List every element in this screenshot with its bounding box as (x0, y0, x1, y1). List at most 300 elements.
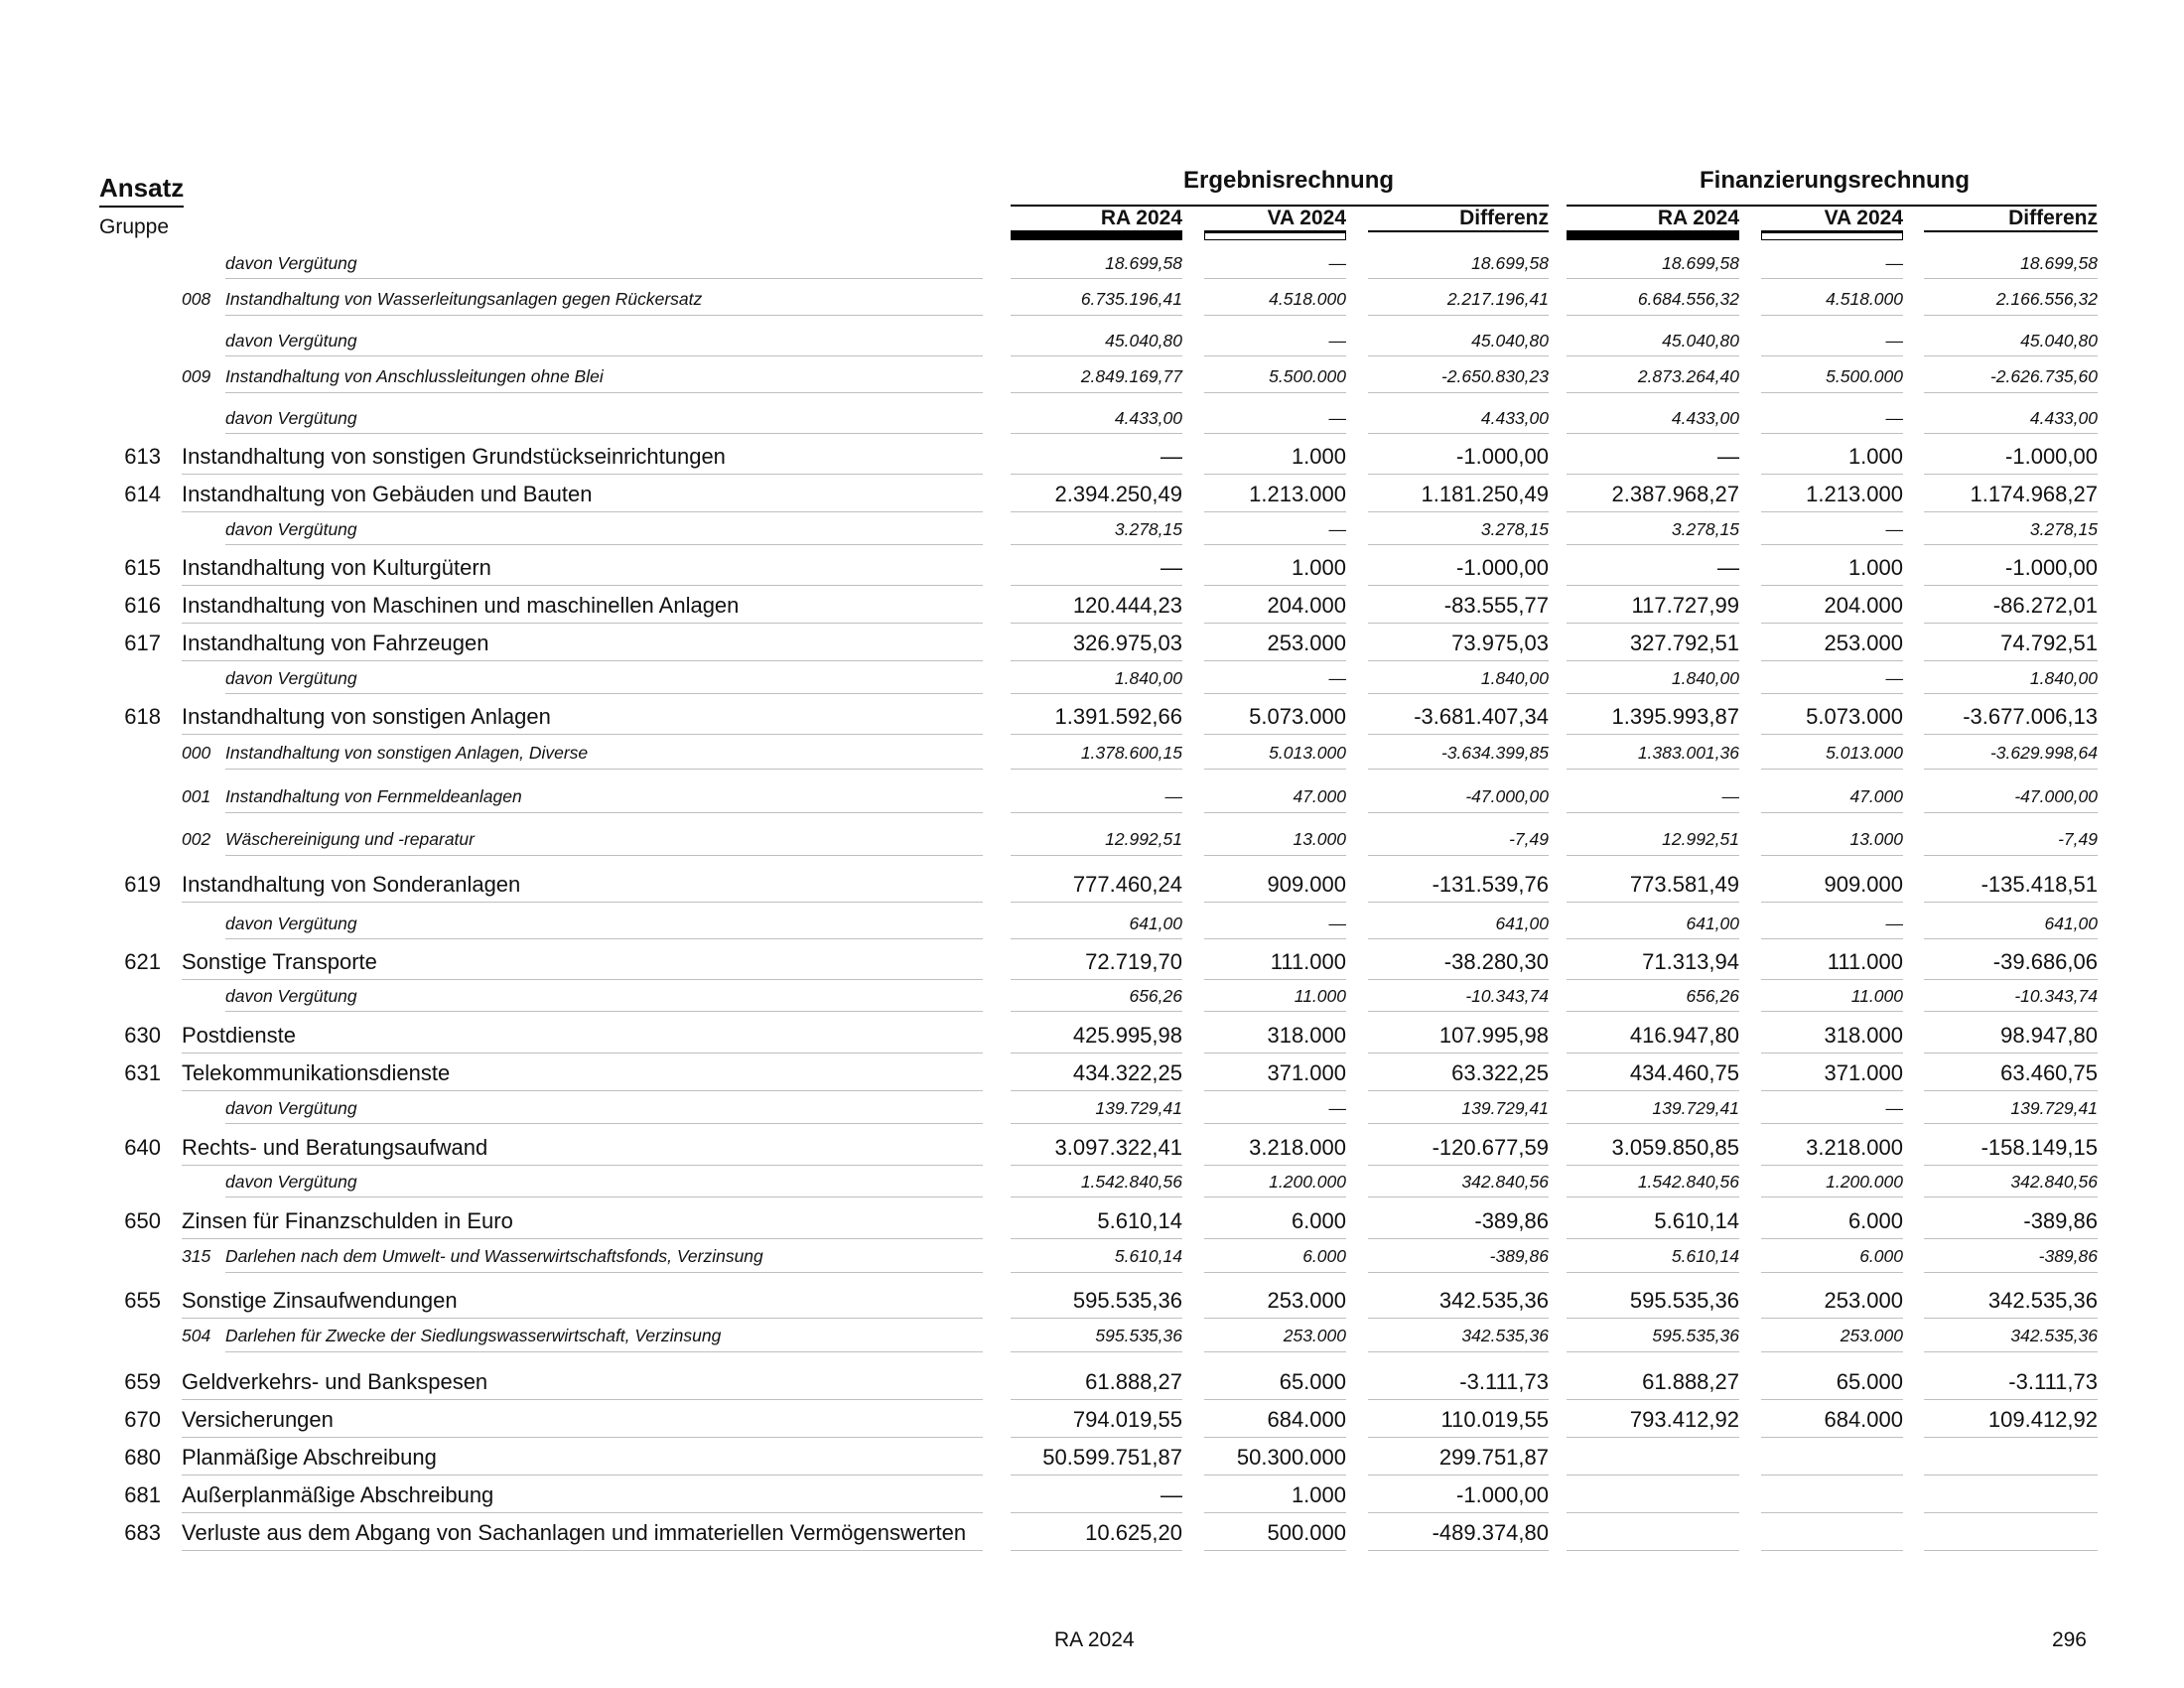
cell-underline (1761, 1123, 1903, 1124)
table-row (0, 1444, 2184, 1476)
row-underline (182, 1238, 983, 1239)
value-cell: 6.684.556,32 (1637, 289, 1739, 309)
value-cell: 595.535,36 (1629, 1288, 1739, 1313)
value-cell: 2.394.250,49 (1054, 482, 1182, 506)
cell-underline (1924, 1090, 2098, 1091)
section-title-ergebnisrechnung: Ergebnisrechnung (1182, 167, 1395, 194)
cell-underline (1011, 693, 1182, 694)
value-cell: 1.840,00 (1114, 668, 1182, 688)
value-cell: 416.947,80 (1629, 1023, 1739, 1048)
cell-underline (1924, 1238, 2098, 1239)
table-row (0, 703, 2184, 735)
value-cell: 318.000 (1267, 1023, 1346, 1048)
row-label: Instandhaltung von Anschlussleitungen ohne Blei (225, 366, 604, 386)
ansatz-code: 670 (124, 1407, 161, 1432)
cell-underline (1924, 1318, 2098, 1319)
row-label: davon Vergütung (225, 1098, 357, 1118)
cell-underline (1761, 355, 1903, 356)
ansatz-code: 659 (124, 1369, 161, 1394)
cell-underline (1204, 278, 1346, 279)
row-label: Versicherungen (182, 1407, 334, 1432)
value-cell: 1.000 (1291, 1482, 1346, 1507)
column-header-ergebnis-va: VA 2024 (1267, 207, 1346, 229)
cell-underline (1204, 1011, 1346, 1012)
value-cell: 61.888,27 (1642, 1369, 1739, 1394)
cell-underline (1761, 544, 1903, 545)
row-label: davon Vergütung (225, 331, 357, 351)
davon-row (0, 1096, 2184, 1124)
ansatz-code: 650 (124, 1208, 161, 1233)
row-underline (225, 278, 983, 279)
value-cell: 3.278,15 (1671, 519, 1739, 539)
cell-underline (1761, 1272, 1903, 1273)
value-cell: 2.849.169,77 (1080, 366, 1182, 386)
cell-underline (1761, 812, 1903, 813)
cell-underline (1924, 474, 2098, 475)
cell-underline (1567, 315, 1739, 316)
row-label: Instandhaltung von sonstigen Grundstückseinrichtungen (182, 444, 726, 469)
cell-underline (1761, 1238, 1903, 1239)
cell-underline (1011, 1053, 1182, 1054)
cell-underline (1567, 278, 1739, 279)
value-cell: 793.412,92 (1629, 1407, 1739, 1432)
row-label: Instandhaltung von Fahrzeugen (182, 631, 489, 655)
cell-underline (1567, 1053, 1739, 1054)
row-underline (182, 979, 983, 980)
row-underline (225, 769, 983, 770)
value-cell: 1.395.993,87 (1611, 704, 1739, 729)
cell-underline (1924, 979, 2098, 980)
value-cell: 110.019,55 (1440, 1407, 1549, 1432)
sub-item-row (0, 363, 2184, 393)
cell-underline (1204, 769, 1346, 770)
value-cell: — (1885, 253, 1903, 273)
cell-underline (1011, 392, 1182, 393)
cell-underline (1924, 693, 2098, 694)
cell-underline (1204, 585, 1346, 586)
value-cell: 6.000 (1302, 1246, 1346, 1266)
value-cell: — (1328, 1098, 1346, 1118)
cell-underline (1567, 1318, 1739, 1319)
cell-underline (1567, 1272, 1739, 1273)
cell-underline (1567, 979, 1739, 980)
cell-underline (1204, 979, 1346, 980)
cell-underline (1011, 355, 1182, 356)
value-cell: 253.000 (1267, 1288, 1346, 1313)
row-underline (182, 660, 983, 661)
cell-underline (1368, 1011, 1549, 1012)
value-cell: 342.840,56 (1461, 1172, 1549, 1192)
value-cell: 909.000 (1267, 872, 1346, 897)
cell-underline (1368, 1053, 1549, 1054)
cell-underline (1761, 1550, 1903, 1551)
cell-underline (1924, 1550, 2098, 1551)
cell-underline (1368, 1238, 1549, 1239)
cell-underline (1011, 1437, 1182, 1438)
value-cell: 5.610,14 (1114, 1246, 1182, 1266)
cell-underline (1204, 1165, 1346, 1166)
cell-underline (1924, 1512, 2098, 1513)
row-label: Instandhaltung von sonstigen Anlagen, Diverse (225, 743, 589, 763)
ansatz-code: 001 (182, 786, 211, 806)
row-label: davon Vergütung (225, 914, 357, 933)
value-cell: 65.000 (1279, 1369, 1346, 1394)
cell-underline (1761, 1090, 1903, 1091)
cell-underline (1368, 544, 1549, 545)
value-cell: -135.418,51 (1980, 872, 2098, 897)
table-row (0, 1481, 2184, 1513)
cell-underline (1204, 1053, 1346, 1054)
cell-underline (1761, 734, 1903, 735)
cell-underline (1761, 1437, 1903, 1438)
cell-underline (1011, 544, 1182, 545)
cell-underline (1204, 355, 1346, 356)
cell-underline (1204, 544, 1346, 545)
cell-underline (1011, 1272, 1182, 1273)
cell-underline (1204, 1399, 1346, 1400)
value-cell: 111.000 (1270, 949, 1346, 974)
value-cell: 4.433,00 (2029, 408, 2098, 428)
value-cell: -3.634.399,85 (1440, 743, 1549, 763)
cell-underline (1368, 315, 1549, 316)
cell-underline (1368, 1272, 1549, 1273)
cell-underline (1924, 511, 2098, 512)
value-cell: 65.000 (1836, 1369, 1903, 1394)
davon-row (0, 329, 2184, 356)
value-cell: -47.000,00 (2014, 786, 2098, 806)
cell-underline (1204, 1123, 1346, 1124)
value-cell: 5.013.000 (1269, 743, 1346, 763)
column-header-finanz-ra: RA 2024 (1657, 207, 1739, 229)
davon-row (0, 666, 2184, 694)
value-cell: 5.073.000 (1806, 704, 1903, 729)
davon-row (0, 251, 2184, 279)
value-cell: 318.000 (1824, 1023, 1903, 1048)
cell-underline (1368, 392, 1549, 393)
cell-underline (1761, 902, 1903, 903)
sub-item-row (0, 783, 2184, 813)
cell-underline (1011, 1011, 1182, 1012)
cell-underline (1761, 1475, 1903, 1476)
ansatz-code: 681 (124, 1482, 161, 1507)
value-cell: 139.729,41 (2010, 1098, 2098, 1118)
cell-underline (1011, 938, 1182, 939)
column-header-ergebnis-differenz: Differenz (1459, 207, 1549, 229)
row-label: Sonstige Transporte (182, 949, 377, 974)
value-cell: 5.610,14 (1654, 1208, 1739, 1233)
value-cell: -83.555,77 (1443, 593, 1549, 618)
cell-underline (1011, 1512, 1182, 1513)
sub-item-row (0, 286, 2184, 316)
cell-underline (1204, 392, 1346, 393)
table-row (0, 1368, 2184, 1400)
value-cell: — (1717, 555, 1739, 580)
row-underline (182, 1475, 983, 1476)
row-underline (182, 623, 983, 624)
cell-underline (1761, 855, 1903, 856)
value-cell: 1.840,00 (2029, 668, 2098, 688)
cell-underline (1567, 1512, 1739, 1513)
va-marker-bar (1761, 232, 1903, 240)
va-marker-bar (1204, 232, 1346, 240)
row-underline (182, 1550, 983, 1551)
cell-underline (1011, 474, 1182, 475)
column-rule (1368, 230, 1549, 232)
cell-underline (1924, 1351, 2098, 1352)
cell-underline (1368, 693, 1549, 694)
value-cell: -389,86 (2038, 1246, 2098, 1266)
value-cell: 595.535,36 (1652, 1326, 1739, 1345)
value-cell: — (1717, 444, 1739, 469)
davon-row (0, 1170, 2184, 1197)
cell-underline (1924, 1011, 2098, 1012)
ra-marker-bar (1567, 232, 1739, 240)
row-underline (182, 1512, 983, 1513)
cell-underline (1204, 693, 1346, 694)
ra-marker-bar (1011, 232, 1182, 240)
value-cell: — (1160, 555, 1182, 580)
value-cell: 595.535,36 (1095, 1326, 1182, 1345)
value-cell: 641,00 (1686, 914, 1739, 933)
value-cell: 63.460,75 (2000, 1060, 2098, 1085)
cell-underline (1924, 812, 2098, 813)
row-label: Telekommunikationsdienste (182, 1060, 451, 1085)
value-cell: 342.535,36 (2010, 1326, 2098, 1345)
value-cell: 656,26 (1686, 986, 1739, 1006)
row-underline (182, 585, 983, 586)
value-cell: 773.581,49 (1629, 872, 1739, 897)
cell-underline (1368, 938, 1549, 939)
value-cell: -1.000,00 (2005, 555, 2098, 580)
value-cell: 120.444,23 (1072, 593, 1182, 618)
ansatz-code: 680 (124, 1445, 161, 1470)
column-header-finanz-differenz: Differenz (2008, 207, 2098, 229)
value-cell: -10.343,74 (1465, 986, 1549, 1006)
cell-underline (1011, 660, 1182, 661)
value-cell: -7,49 (2058, 829, 2098, 849)
value-cell: 45.040,80 (1471, 331, 1549, 351)
row-underline (225, 1351, 983, 1352)
ansatz-code: 614 (124, 482, 161, 506)
cell-underline (1924, 585, 2098, 586)
row-label: Instandhaltung von Gebäuden und Bauten (182, 482, 593, 506)
value-cell: 1.213.000 (1249, 482, 1346, 506)
value-cell: 2.387.968,27 (1611, 482, 1739, 506)
cell-underline (1011, 1399, 1182, 1400)
value-cell: -1.000,00 (1456, 555, 1549, 580)
column-header-finanz-va: VA 2024 (1824, 207, 1903, 229)
cell-underline (1011, 734, 1182, 735)
value-cell: -389,86 (1489, 1246, 1549, 1266)
cell-underline (1204, 1318, 1346, 1319)
ansatz-code: 640 (124, 1135, 161, 1160)
value-cell: -389,86 (2023, 1208, 2098, 1233)
value-cell: 2.873.264,40 (1637, 366, 1739, 386)
cell-underline (1204, 812, 1346, 813)
value-cell: 74.792,51 (2000, 631, 2098, 655)
gruppe-heading: Gruppe (99, 215, 170, 238)
cell-underline (1368, 1351, 1549, 1352)
ansatz-code: 683 (124, 1520, 161, 1545)
value-cell: 342.535,36 (1987, 1288, 2098, 1313)
row-label: Planmäßige Abschreibung (182, 1445, 437, 1470)
value-cell: 327.792,51 (1629, 631, 1739, 655)
value-cell: 45.040,80 (2020, 331, 2098, 351)
ansatz-code: 504 (182, 1326, 211, 1345)
row-underline (182, 734, 983, 735)
value-cell: 1.383.001,36 (1637, 743, 1739, 763)
cell-underline (1204, 623, 1346, 624)
cell-underline (1924, 1053, 2098, 1054)
value-cell: 6.735.196,41 (1080, 289, 1182, 309)
value-cell: 5.610,14 (1671, 1246, 1739, 1266)
value-cell: 3.218.000 (1249, 1135, 1346, 1160)
value-cell: — (1328, 519, 1346, 539)
value-cell: 47.000 (1849, 786, 1903, 806)
cell-underline (1567, 1011, 1739, 1012)
value-cell: 61.888,27 (1085, 1369, 1182, 1394)
value-cell: -3.111,73 (2008, 1369, 2098, 1394)
cell-underline (1761, 511, 1903, 512)
cell-underline (1567, 812, 1739, 813)
row-label: Außerplanmäßige Abschreibung (182, 1482, 494, 1507)
value-cell: — (1885, 1098, 1903, 1118)
value-cell: 2.217.196,41 (1446, 289, 1549, 309)
cell-underline (1567, 1165, 1739, 1166)
value-cell: 595.535,36 (1072, 1288, 1182, 1313)
value-cell: 45.040,80 (1105, 331, 1182, 351)
cell-underline (1567, 938, 1739, 939)
cell-underline (1368, 1437, 1549, 1438)
value-cell: -3.681.407,34 (1414, 704, 1549, 729)
cell-underline (1761, 1399, 1903, 1400)
cell-underline (1368, 1512, 1549, 1513)
value-cell: 1.000 (1291, 555, 1346, 580)
value-cell: 4.433,00 (1671, 408, 1739, 428)
ansatz-code: 655 (124, 1288, 161, 1313)
cell-underline (1567, 734, 1739, 735)
cell-underline (1567, 1399, 1739, 1400)
row-label: Instandhaltung von Fernmeldeanlagen (225, 786, 522, 806)
cell-underline (1567, 693, 1739, 694)
value-cell: 1.000 (1291, 444, 1346, 469)
value-cell: 253.000 (1283, 1326, 1346, 1345)
value-cell: 342.535,36 (1438, 1288, 1549, 1313)
ansatz-code: 615 (124, 555, 161, 580)
cell-underline (1204, 660, 1346, 661)
cell-underline (1204, 1475, 1346, 1476)
cell-underline (1567, 433, 1739, 434)
row-label: Instandhaltung von Kulturgütern (182, 555, 491, 580)
value-cell: -39.686,06 (1992, 949, 2098, 974)
value-cell: 5.500.000 (1269, 366, 1346, 386)
value-cell: 3.097.322,41 (1054, 1135, 1182, 1160)
cell-underline (1368, 902, 1549, 903)
cell-underline (1567, 474, 1739, 475)
value-cell: 6.000 (1291, 1208, 1346, 1233)
row-underline (225, 544, 983, 545)
cell-underline (1368, 855, 1549, 856)
cell-underline (1368, 585, 1549, 586)
row-underline (182, 1165, 983, 1166)
table-row (0, 1134, 2184, 1166)
value-cell: 2.166.556,32 (1995, 289, 2098, 309)
cell-underline (1204, 855, 1346, 856)
cell-underline (1011, 1351, 1182, 1352)
table-row (0, 1059, 2184, 1091)
value-cell: — (1160, 444, 1182, 469)
row-label: Sonstige Zinsaufwendungen (182, 1288, 458, 1313)
table-row (0, 443, 2184, 475)
value-cell: 6.000 (1847, 1208, 1903, 1233)
value-cell: 18.699,58 (2020, 253, 2098, 273)
row-label: Wäschereinigung und -reparatur (225, 829, 475, 849)
row-underline (225, 392, 983, 393)
value-cell: 4.433,00 (1480, 408, 1549, 428)
row-underline (225, 1123, 983, 1124)
cell-underline (1011, 278, 1182, 279)
cell-underline (1761, 1351, 1903, 1352)
value-cell: 1.181.250,49 (1421, 482, 1549, 506)
value-cell: 50.599.751,87 (1042, 1445, 1182, 1470)
cell-underline (1924, 1475, 2098, 1476)
value-cell: — (1885, 408, 1903, 428)
value-cell: 3.278,15 (1480, 519, 1549, 539)
row-label: davon Vergütung (225, 253, 357, 273)
value-cell: 1.174.968,27 (1970, 482, 2098, 506)
cell-underline (1204, 1272, 1346, 1273)
value-cell: 109.412,92 (1987, 1407, 2098, 1432)
value-cell: 18.699,58 (1662, 253, 1739, 273)
table-row (0, 630, 2184, 661)
value-cell: 299.751,87 (1438, 1445, 1549, 1470)
cell-underline (1368, 623, 1549, 624)
table-row (0, 1519, 2184, 1551)
table-row (0, 1022, 2184, 1054)
cell-underline (1368, 1399, 1549, 1400)
cell-underline (1011, 1090, 1182, 1091)
row-label: Verluste aus dem Abgang von Sachanlagen und immateriellen Vermögenswerten (182, 1520, 967, 1545)
value-cell: 1.542.840,56 (1637, 1172, 1739, 1192)
cell-underline (1761, 585, 1903, 586)
cell-underline (1011, 812, 1182, 813)
value-cell: 684.000 (1267, 1407, 1346, 1432)
ansatz-code: 621 (124, 949, 161, 974)
cell-underline (1011, 1318, 1182, 1319)
row-underline (182, 1053, 983, 1054)
row-label: Instandhaltung von Maschinen und maschinellen Anlagen (182, 593, 740, 618)
value-cell: -47.000,00 (1465, 786, 1549, 806)
cell-underline (1567, 585, 1739, 586)
value-cell: 5.013.000 (1826, 743, 1903, 763)
cell-underline (1924, 855, 2098, 856)
cell-underline (1761, 1011, 1903, 1012)
sub-item-row (0, 740, 2184, 770)
row-label: davon Vergütung (225, 519, 357, 539)
value-cell: 500.000 (1267, 1520, 1346, 1545)
value-cell: 139.729,41 (1461, 1098, 1549, 1118)
value-cell: 4.518.000 (1826, 289, 1903, 309)
value-cell: -2.650.830,23 (1440, 366, 1549, 386)
cell-underline (1204, 511, 1346, 512)
row-label: Instandhaltung von sonstigen Anlagen (182, 704, 551, 729)
page-number: 296 (2051, 1628, 2087, 1651)
row-underline (182, 1437, 983, 1438)
cell-underline (1368, 355, 1549, 356)
cell-underline (1011, 315, 1182, 316)
value-cell: 777.460,24 (1072, 872, 1182, 897)
cell-underline (1761, 474, 1903, 475)
